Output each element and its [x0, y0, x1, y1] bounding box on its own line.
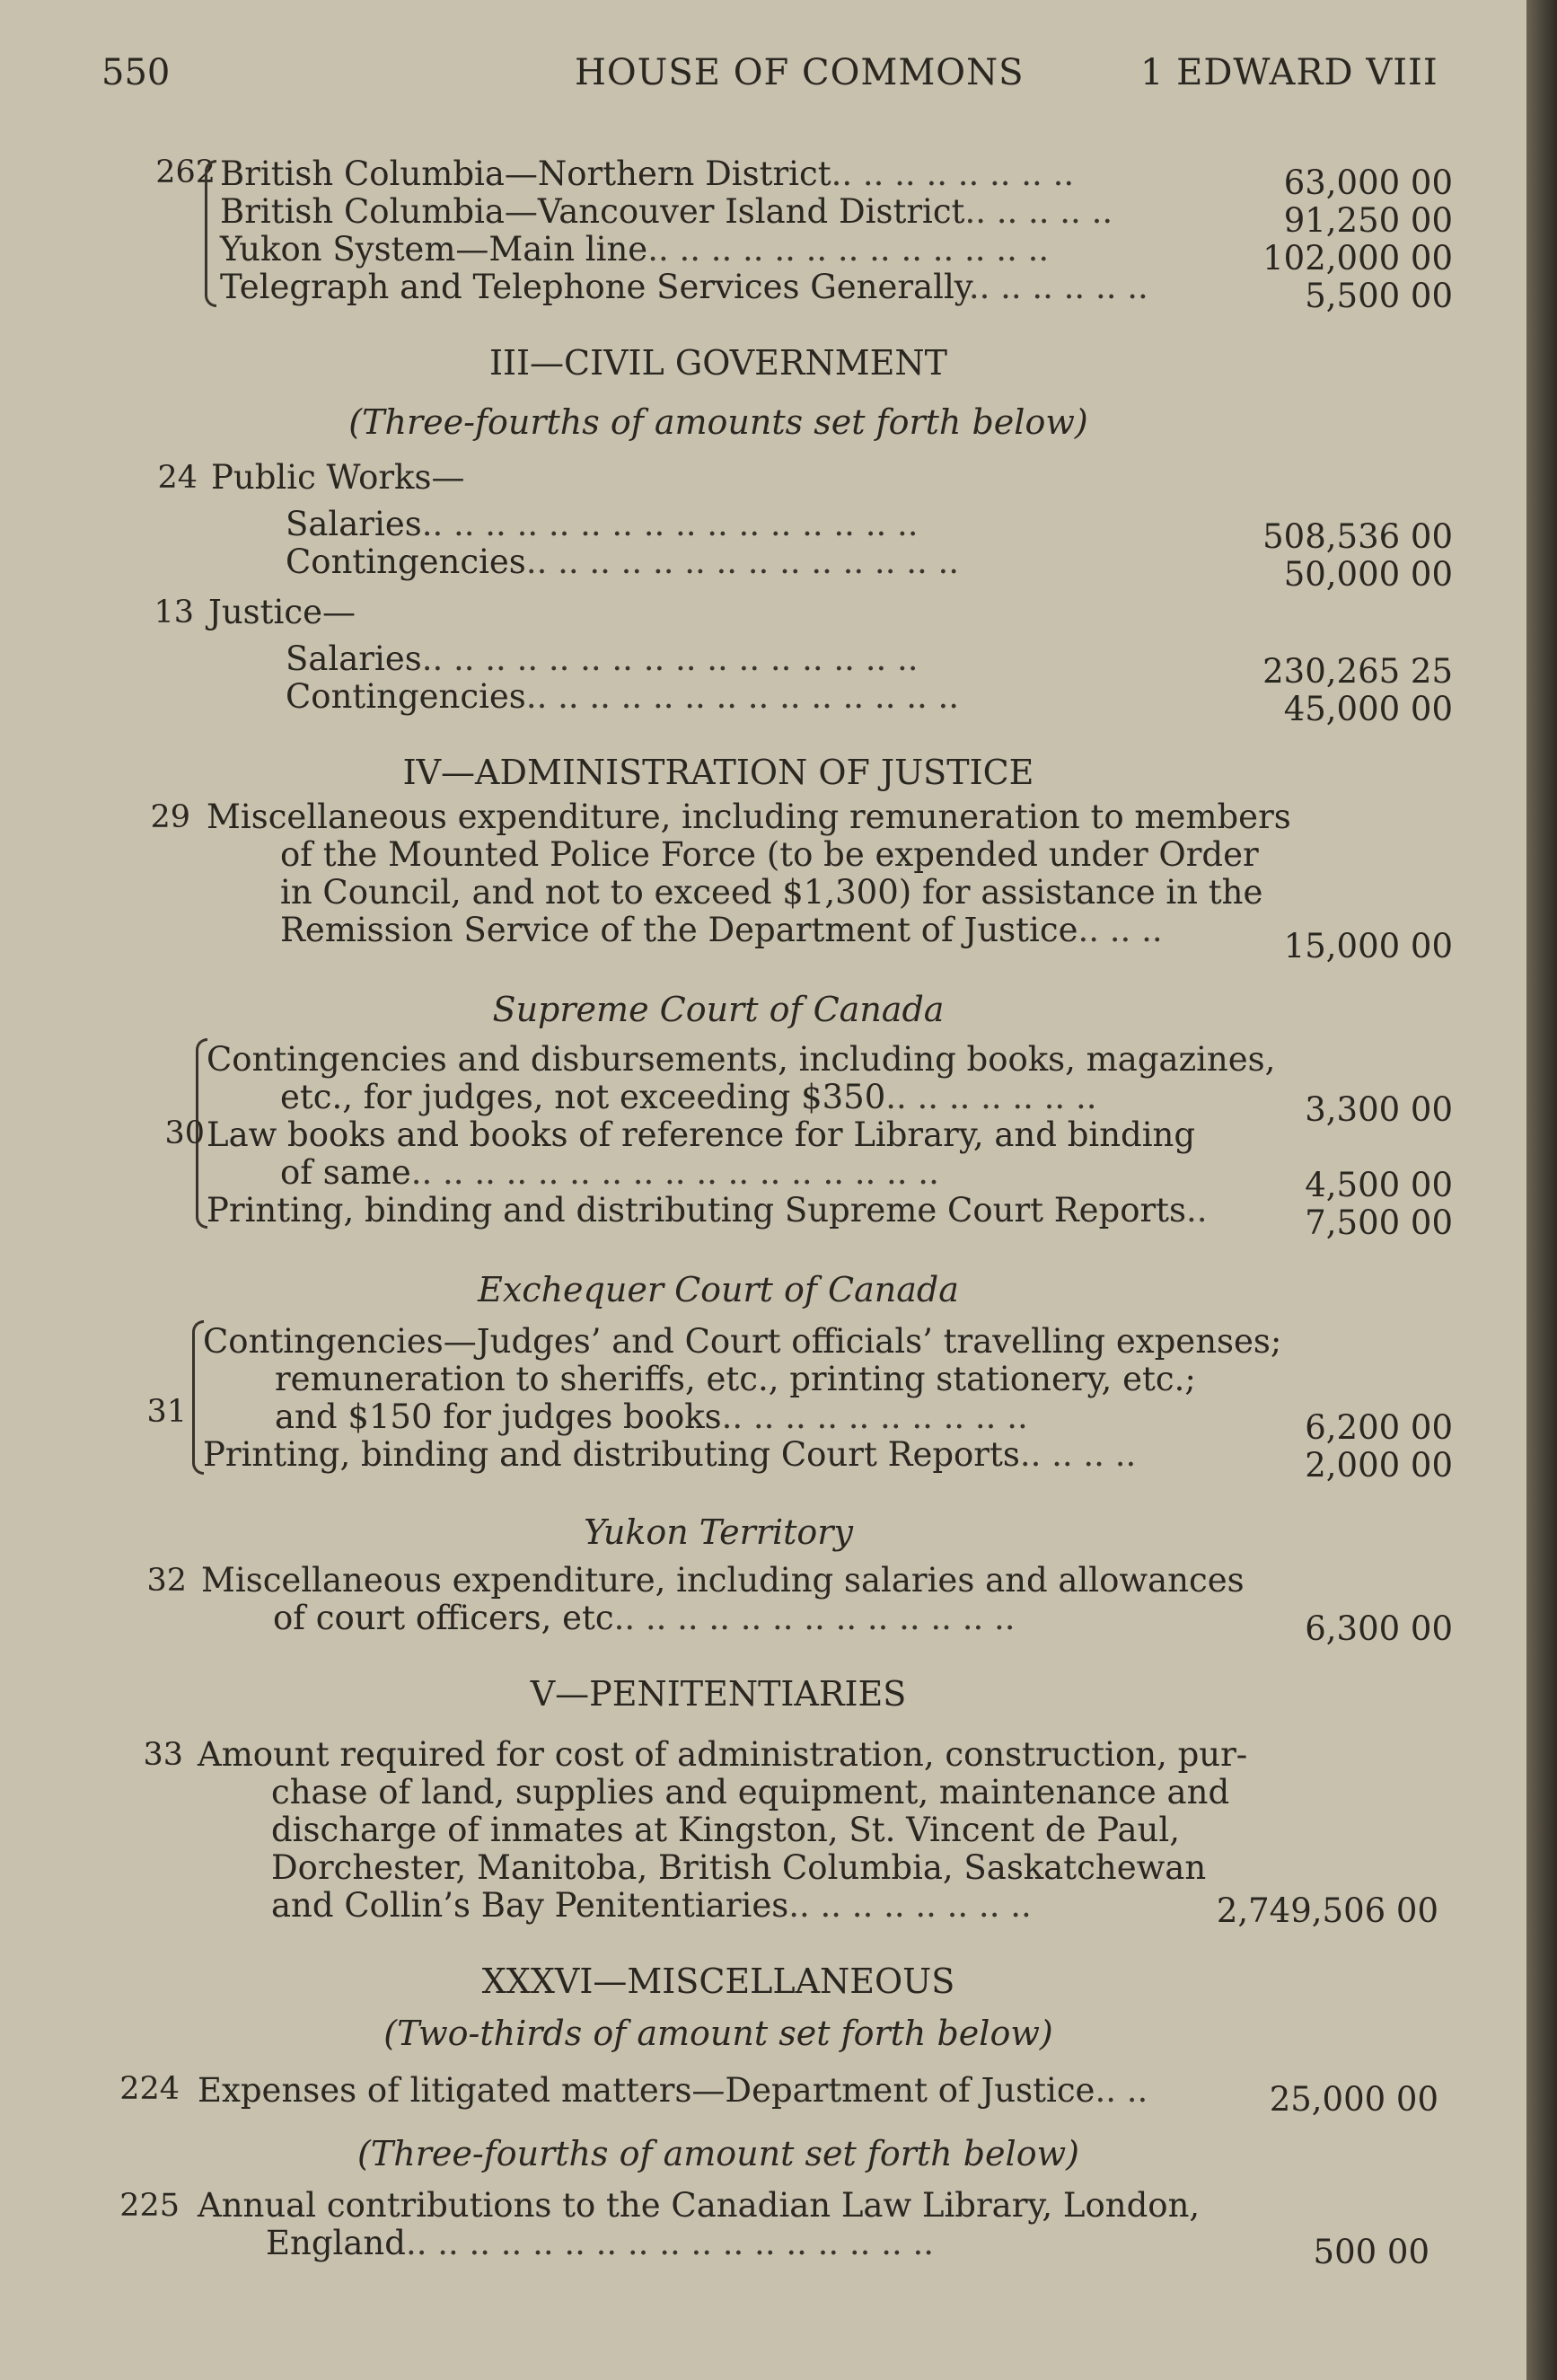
item-label: Justice— — [208, 593, 356, 631]
item-number: 24 — [157, 460, 198, 496]
text-line: Miscellaneous expenditure, including remuneration to members — [207, 798, 1291, 836]
section-heading: IV—ADMINISTRATION OF JUSTICE — [402, 753, 1034, 792]
section-heading: III—CIVIL GOVERNMENT — [488, 343, 947, 383]
amount: 508,536 00 — [1262, 517, 1453, 556]
line-item: Salaries.. .. .. .. .. .. .. .. .. .. .. .. .. .. .. .. — [286, 505, 919, 543]
amount: 2,749,506 00 — [1216, 1891, 1438, 1930]
subsection-heading: Yukon Territory — [584, 1512, 853, 1552]
line-item: etc., for judges, not exceeding $350.. .. .. .. .. .. .. — [280, 1078, 1097, 1116]
line-item: Expenses of litigated matters—Department of Justice.. .. — [198, 2071, 1148, 2110]
page-title: HOUSE OF COMMONS — [575, 52, 1025, 93]
page-edge — [1526, 0, 1557, 2380]
item-number: 13 — [154, 595, 194, 630]
amount: 25,000 00 — [1269, 2080, 1438, 2119]
amount: 50,000 00 — [1283, 555, 1453, 594]
amount: 7,500 00 — [1305, 1203, 1453, 1242]
text-line: remuneration to sheriffs, etc., printing stationery, etc.; — [275, 1360, 1196, 1398]
item-number: 31 — [146, 1394, 187, 1430]
amount: 3,300 00 — [1305, 1090, 1453, 1129]
line-item: Printing, binding and distributing Court Reports.. .. .. .. — [203, 1435, 1137, 1474]
page-number: 550 — [101, 52, 171, 93]
line-item: British Columbia—Vancouver Island District.. .. .. .. .. — [220, 192, 1113, 231]
section-note: (Three-fourths of amount set forth below) — [357, 2134, 1079, 2173]
text-line: Contingencies and disbursements, including books, magazines, — [207, 1040, 1276, 1079]
item-number: 224 — [119, 2071, 180, 2107]
amount: 4,500 00 — [1305, 1166, 1453, 1204]
amount: 2,000 00 — [1305, 1446, 1453, 1485]
item-number: 225 — [119, 2188, 180, 2224]
line-item: British Columbia—Northern District.. .. .. .. .. .. .. .. — [220, 154, 1075, 193]
line-item: and $150 for judges books.. .. .. .. .. .. .. .. .. .. — [275, 1397, 1028, 1436]
item-number: 30 — [164, 1115, 205, 1151]
text-line: Amount required for cost of administration, construction, pur- — [198, 1735, 1248, 1774]
amount: 5,500 00 — [1305, 277, 1453, 315]
brace — [205, 160, 216, 307]
line-item: and Collin’s Bay Penitentiaries.. .. .. .. .. .. .. .. — [271, 1886, 1032, 1925]
text-line: in Council, and not to exceed $1,300) for assistance in the — [280, 873, 1263, 912]
item-number: 33 — [143, 1737, 183, 1773]
amount: 63,000 00 — [1283, 163, 1453, 202]
text-line: Dorchester, Manitoba, British Columbia, Saskatchewan — [271, 1848, 1207, 1887]
text-line: Contingencies—Judges’ and Court officials’ travelling expenses; — [203, 1322, 1282, 1361]
line-item: of same.. .. .. .. .. .. .. .. .. .. .. .. .. .. .. .. .. — [280, 1153, 939, 1192]
section-note: (Three-fourths of amounts set forth below) — [348, 402, 1088, 442]
line-item: Contingencies.. .. .. .. .. .. .. .. .. .. .. .. .. .. — [286, 677, 960, 716]
amount: 500 00 — [1313, 2233, 1429, 2271]
subsection-heading: Exchequer Court of Canada — [478, 1270, 959, 1309]
line-item: Telegraph and Telephone Services Generally.. .. .. .. .. .. — [220, 268, 1148, 306]
line-item: England.. .. .. .. .. .. .. .. .. .. .. .. .. .. .. .. .. — [266, 2224, 934, 2262]
line-item: Printing, binding and distributing Supreme Court Reports.. — [207, 1191, 1208, 1230]
amount: 91,250 00 — [1283, 201, 1453, 240]
amount: 6,300 00 — [1305, 1609, 1453, 1648]
text-line: of the Mounted Police Force (to be expended under Order — [280, 835, 1259, 874]
item-number: 29 — [150, 799, 190, 835]
amount: 6,200 00 — [1305, 1408, 1453, 1447]
section-note: (Two-thirds of amount set forth below) — [383, 2014, 1053, 2053]
item-label: Public Works— — [211, 458, 465, 497]
text-line: Miscellaneous expenditure, including salaries and allowances — [201, 1561, 1245, 1600]
page-header-right: 1 EDWARD VIII — [1140, 52, 1438, 93]
line-item: Remission Service of the Department of Justice.. .. .. — [280, 911, 1163, 949]
line-item: of court officers, etc.. .. .. .. .. .. .. .. .. .. .. .. .. — [273, 1599, 1016, 1637]
amount: 230,265 25 — [1262, 652, 1453, 691]
amount: 15,000 00 — [1283, 927, 1453, 965]
text-line: Law books and books of reference for Library, and binding — [207, 1115, 1196, 1154]
item-number: 32 — [146, 1563, 187, 1599]
line-item: Salaries.. .. .. .. .. .. .. .. .. .. .. .. .. .. .. .. — [286, 639, 919, 678]
text-line: chase of land, supplies and equipment, maintenance and — [271, 1773, 1230, 1811]
line-item: Contingencies.. .. .. .. .. .. .. .. .. .. .. .. .. .. — [286, 542, 960, 581]
section-heading: V—PENITENTIARIES — [530, 1674, 907, 1714]
text-line: Annual contributions to the Canadian Law Library, London, — [198, 2186, 1201, 2225]
item-number: 262 — [155, 154, 216, 190]
amount: 45,000 00 — [1283, 690, 1453, 728]
section-heading: XXXVI—MISCELLANEOUS — [481, 1961, 955, 2001]
line-item: Yukon System—Main line.. .. .. .. .. .. .. .. .. .. .. .. .. — [220, 230, 1050, 269]
amount: 102,000 00 — [1262, 239, 1453, 278]
text-line: discharge of inmates at Kingston, St. Vincent de Paul, — [271, 1811, 1180, 1849]
subsection-heading: Supreme Court of Canada — [492, 990, 945, 1029]
